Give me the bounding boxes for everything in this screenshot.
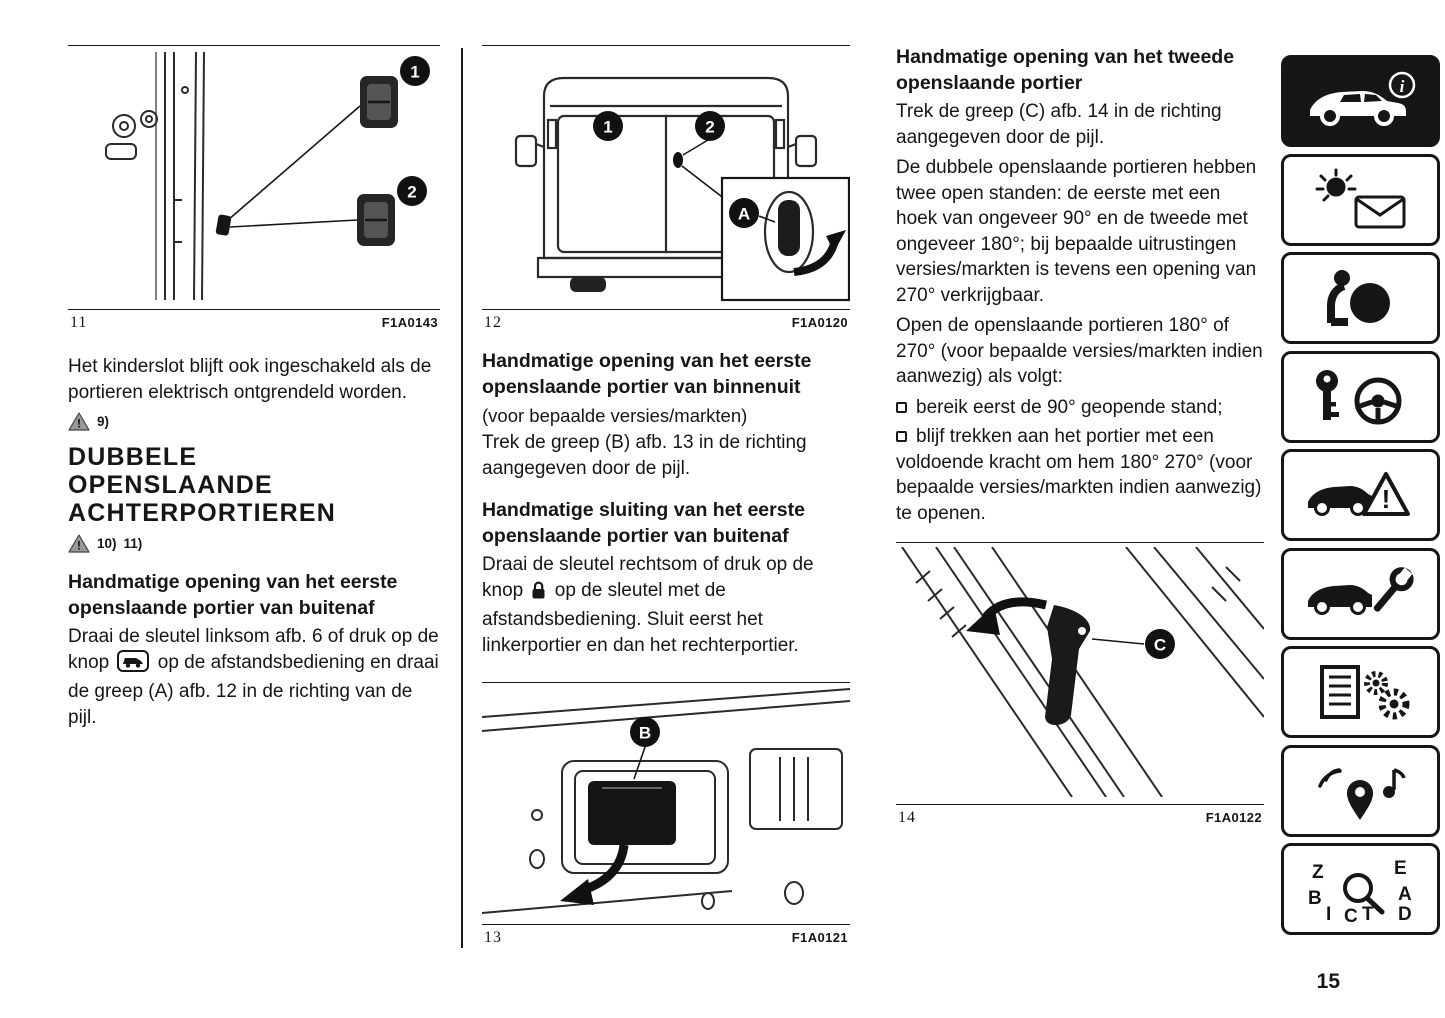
figure-12 (482, 45, 850, 332)
column-1 (68, 45, 440, 735)
bullet-text: bereik eerst de 90° geopende stand; (916, 396, 1223, 418)
body-text-part: Draai de sleutel linksom afb. 6 of druk op de knop (68, 626, 439, 673)
door-stay-handle (1045, 605, 1090, 725)
chapter-tab-sidebar (1281, 55, 1440, 935)
sidebar-tab-index[interactable] (1281, 843, 1440, 935)
svg-text:i: i (1399, 77, 1404, 96)
van-remote-button-icon (117, 650, 149, 680)
column-divider (461, 48, 463, 948)
figure-13 (482, 682, 850, 947)
body-open-second-2: De dubbele openslaande portieren hebben twee open standen: de eerste met een hoek van ongeveer 90° en de tweede met ongeveer 180°; bij bepaalde uitrustingen versies/markten is tevens een opening van 270° verkrijgbaar. (896, 157, 1257, 306)
callout-1-badge (593, 111, 623, 141)
child-lock-pin (215, 214, 231, 236)
multimedia-icon (1302, 758, 1420, 824)
lock-icon (531, 580, 546, 608)
warning-refs-row-1 (68, 412, 440, 431)
callout-A-badge (729, 198, 759, 228)
svg-text:2: 2 (705, 117, 715, 137)
car-info-icon (1302, 68, 1420, 134)
warning-ref: 11) (123, 536, 143, 551)
body-text-part: op de afstandsbediening en draai de greep (A) afb. 12 in de richting van de pijl. (68, 651, 439, 728)
sidebar-tab-dashboard-messages[interactable] (1281, 154, 1440, 246)
callout-1-badge (400, 56, 430, 86)
square-bullet-icon (896, 402, 907, 413)
car-wrench-icon (1302, 561, 1420, 627)
svg-text:C: C (1153, 635, 1167, 655)
inner-handle (588, 781, 676, 845)
svg-text:B: B (1307, 888, 1322, 909)
document-gears-icon (1302, 659, 1420, 725)
svg-text:D: D (1397, 904, 1412, 924)
sidebar-tab-emergency[interactable] (1281, 449, 1440, 541)
bullet-text: blijf trekken aan het portier met een voldoende kracht om hem 180° 270° (voor bepaalde versies/markten indien aanwezig) te openen. (896, 426, 1262, 524)
body-open-inside: Trek de greep (B) afb. 13 in de richting aangegeven door de pijl. (482, 432, 807, 479)
subheading-open-second: Handmatige opening van het tweede openslaande portier (896, 46, 1235, 94)
figure-code: F1A0120 (791, 315, 848, 330)
figure-13-caption (482, 924, 850, 947)
lock-switch-1 (360, 76, 398, 128)
sidebar-tab-servicing[interactable] (1281, 548, 1440, 640)
bullet-item-1 (896, 395, 1264, 421)
warning-ref: 10) (97, 536, 117, 551)
figure-code: F1A0122 (1205, 810, 1262, 825)
square-bullet-icon (896, 431, 907, 442)
body-open-second-1: Trek de greep (C) afb. 14 in de richting aangegeven door de pijl. (896, 101, 1222, 148)
figure-13-illustration (482, 687, 850, 917)
svg-text:!: ! (77, 416, 81, 431)
figure-code: F1A0143 (381, 315, 438, 330)
sidebar-tab-technical-data[interactable] (1281, 646, 1440, 738)
svg-text:T: T (1361, 904, 1374, 924)
svg-text:C: C (1343, 906, 1358, 924)
ignition-key-steering-icon (1302, 364, 1420, 430)
dashboard-messages-icon (1302, 167, 1420, 233)
body-open-second-3: Open de openslaande portieren 180° of 270° (voor bepaalde versies/markten indien aanwezig) als volgt: (896, 315, 1263, 387)
svg-text:2: 2 (407, 182, 417, 202)
svg-text:Z: Z (1311, 862, 1324, 883)
bullet-item-2 (896, 424, 1264, 526)
sidebar-tab-starting-driving[interactable] (1281, 351, 1440, 443)
airbag-safety-icon (1302, 265, 1420, 331)
callout-2-badge (695, 111, 725, 141)
door-edge-drawing (106, 52, 204, 300)
body-text-part: Draai de sleutel rechtsom of druk op de knop (482, 554, 814, 601)
svg-text:E: E (1393, 858, 1407, 879)
figure-11-illustration (68, 50, 440, 302)
emergency-icon (1302, 462, 1420, 528)
subheading-close-outside: Handmatige sluiting van het eerste openslaande portier van buitenaf (482, 499, 805, 547)
body-close-outside (482, 552, 850, 658)
figure-11-caption (68, 309, 440, 332)
svg-text:I: I (1325, 904, 1331, 924)
callout-C-badge (1145, 629, 1175, 659)
sidebar-tab-multimedia[interactable] (1281, 745, 1440, 837)
pointer-lines (228, 106, 360, 227)
svg-text:A: A (737, 204, 751, 224)
subheading-open-inside: Handmatige opening van het eerste openslaande portier van binnenuit (482, 350, 812, 398)
page-number: 15 (1316, 970, 1340, 993)
svg-text:A: A (1397, 884, 1412, 905)
note-versions: (voor bepaalde versies/markten) (482, 405, 748, 426)
svg-text:1: 1 (410, 62, 420, 82)
column-2 (482, 45, 850, 957)
figure-number: 11 (70, 314, 88, 331)
figure-14-canvas (896, 542, 1264, 802)
sidebar-tab-car-info[interactable] (1281, 55, 1440, 147)
figure-12-canvas (482, 45, 850, 307)
section-heading: DUBBELE OPENSLAANDE ACHTERPORTIEREN (68, 443, 337, 527)
warning-ref: 9) (97, 414, 110, 429)
figure-13-canvas (482, 682, 850, 922)
figure-14-caption (896, 804, 1264, 827)
body-open-first-outside (68, 624, 440, 730)
sidebar-tab-safety[interactable] (1281, 252, 1440, 344)
lock-switch-2 (357, 194, 395, 246)
svg-text:B: B (638, 723, 652, 743)
alphabetical-index-icon (1302, 854, 1420, 924)
figure-12-caption (482, 309, 850, 332)
body-text-part: op de sleutel met de afstandsbediening. Sluit eerst het linkerportier en dan het rechterportier. (482, 579, 799, 656)
figure-11-canvas (68, 45, 440, 307)
wheel-left (570, 277, 606, 292)
column-3 (896, 45, 1264, 837)
callout-B-badge (630, 717, 660, 747)
subheading-open-first-outside: Handmatige opening van het eerste openslaande portier van buitenaf (68, 571, 398, 619)
warning-icon (68, 534, 90, 553)
handle-inset (722, 178, 849, 300)
svg-text:!: ! (1381, 484, 1390, 514)
callout-2-badge (397, 176, 427, 206)
door-stay-drawing (902, 547, 1264, 797)
figure-code: F1A0121 (791, 930, 848, 945)
figure-11 (68, 45, 440, 332)
figure-number: 13 (484, 929, 502, 946)
figure-14-illustration (896, 547, 1264, 797)
figure-14 (896, 542, 1264, 827)
figure-number: 12 (484, 314, 502, 331)
figure-number: 14 (898, 809, 916, 826)
figure-12-illustration (482, 50, 850, 302)
warning-icon (68, 412, 90, 431)
svg-text:1: 1 (603, 117, 613, 137)
para-childlock: Het kinderslot blijft ook ingeschakeld als de portieren elektrisch ontgrendeld worden. (68, 356, 432, 403)
warning-refs-row-2 (68, 534, 440, 553)
door-handle-dot (673, 152, 683, 168)
svg-text:!: ! (77, 538, 81, 553)
